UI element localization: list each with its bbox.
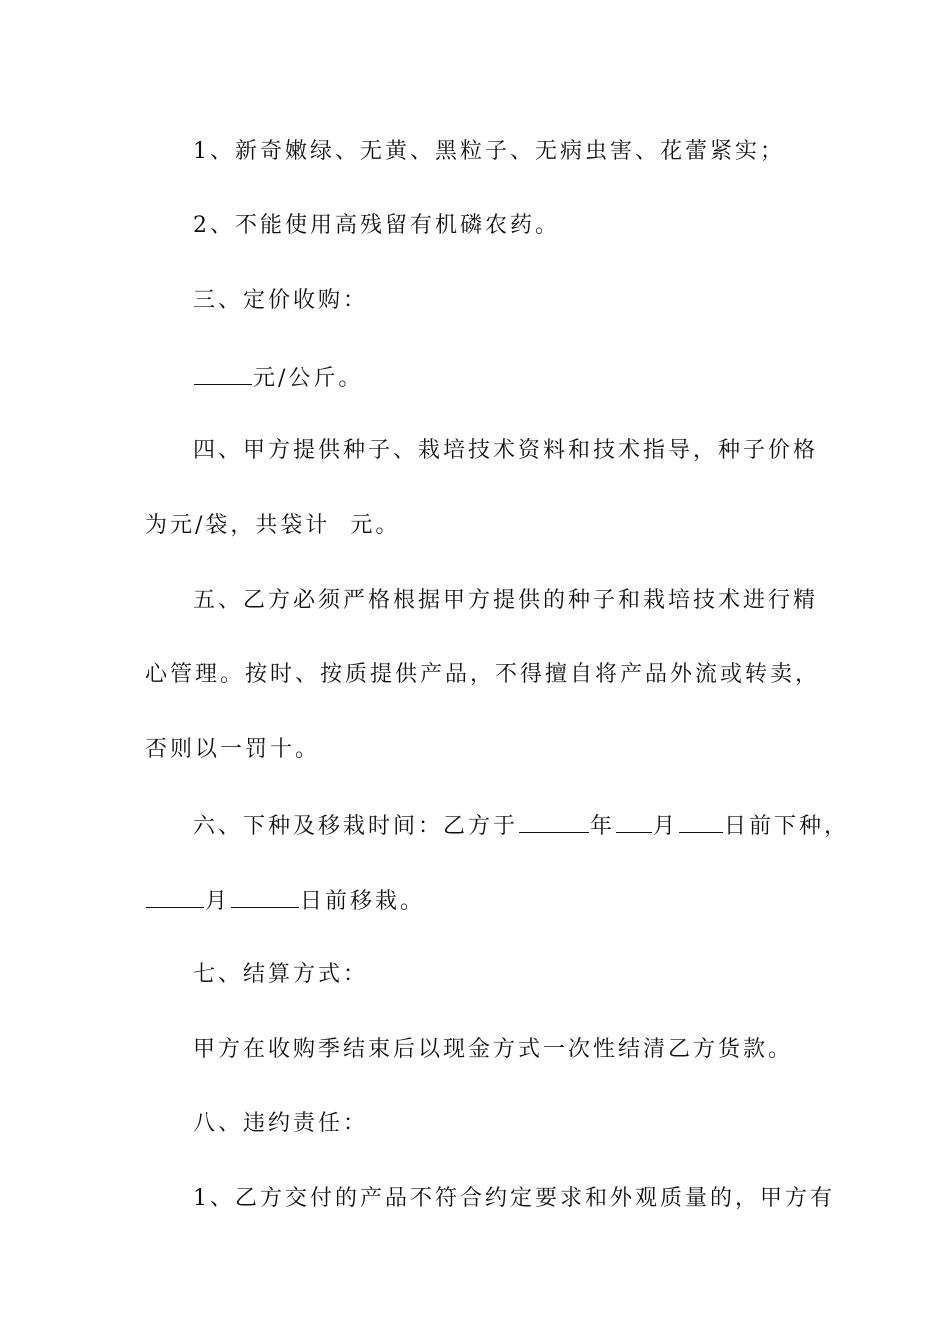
section-6-line-1 xyxy=(193,810,849,842)
section-5-line-1: 五、乙方必须严格根据甲方提供的种子和栽培技术进行精 xyxy=(193,588,819,613)
year-blank xyxy=(519,810,589,833)
day-blank xyxy=(679,810,723,833)
transplant-day-blank xyxy=(231,885,299,908)
transplant-month-blank xyxy=(146,885,204,908)
section-4-line-1: 四、甲方提供种子、栽培技术资料和技术指导，种子价格 xyxy=(193,438,819,463)
sowing-time-prefix: 六、下种及移栽时间：乙方于 xyxy=(193,814,519,839)
section-4-line-2: 为元/袋，共袋计 元。 xyxy=(145,513,401,538)
section-3-heading: 三、定价收购： xyxy=(193,288,369,313)
month-blank xyxy=(616,810,652,833)
month-unit: 月 xyxy=(653,814,679,839)
price-unit: 元/公斤。 xyxy=(253,366,364,391)
quality-requirement-2: 2、不能使用高残留有机磷农药。 xyxy=(193,213,560,238)
section-5-line-2: 心管理。按时、按质提供产品，不得擅自将产品外流或转卖， xyxy=(145,662,821,687)
price-blank xyxy=(194,362,252,385)
price-line xyxy=(193,362,363,394)
year-unit: 年 xyxy=(590,814,616,839)
section-6-line-2 xyxy=(145,885,425,917)
section-5-line-3: 否则以一罚十。 xyxy=(145,737,321,762)
sowing-time-suffix: 日前下种， xyxy=(724,814,850,839)
quality-requirement-1: 1、新奇嫩绿、无黄、黑粒子、无病虫害、花蕾紧实； xyxy=(193,139,785,164)
transplant-suffix: 日前移栽。 xyxy=(300,889,426,914)
settlement-text: 甲方在收购季结束后以现金方式一次性结清乙方货款。 xyxy=(193,1037,794,1062)
transplant-month-unit: 月 xyxy=(205,889,231,914)
section-8-heading: 八、违约责任： xyxy=(193,1111,369,1136)
liability-item-1: 1、乙方交付的产品不符合约定要求和外观质量的，甲方有 xyxy=(193,1186,835,1211)
section-7-heading: 七、结算方式： xyxy=(193,962,369,987)
